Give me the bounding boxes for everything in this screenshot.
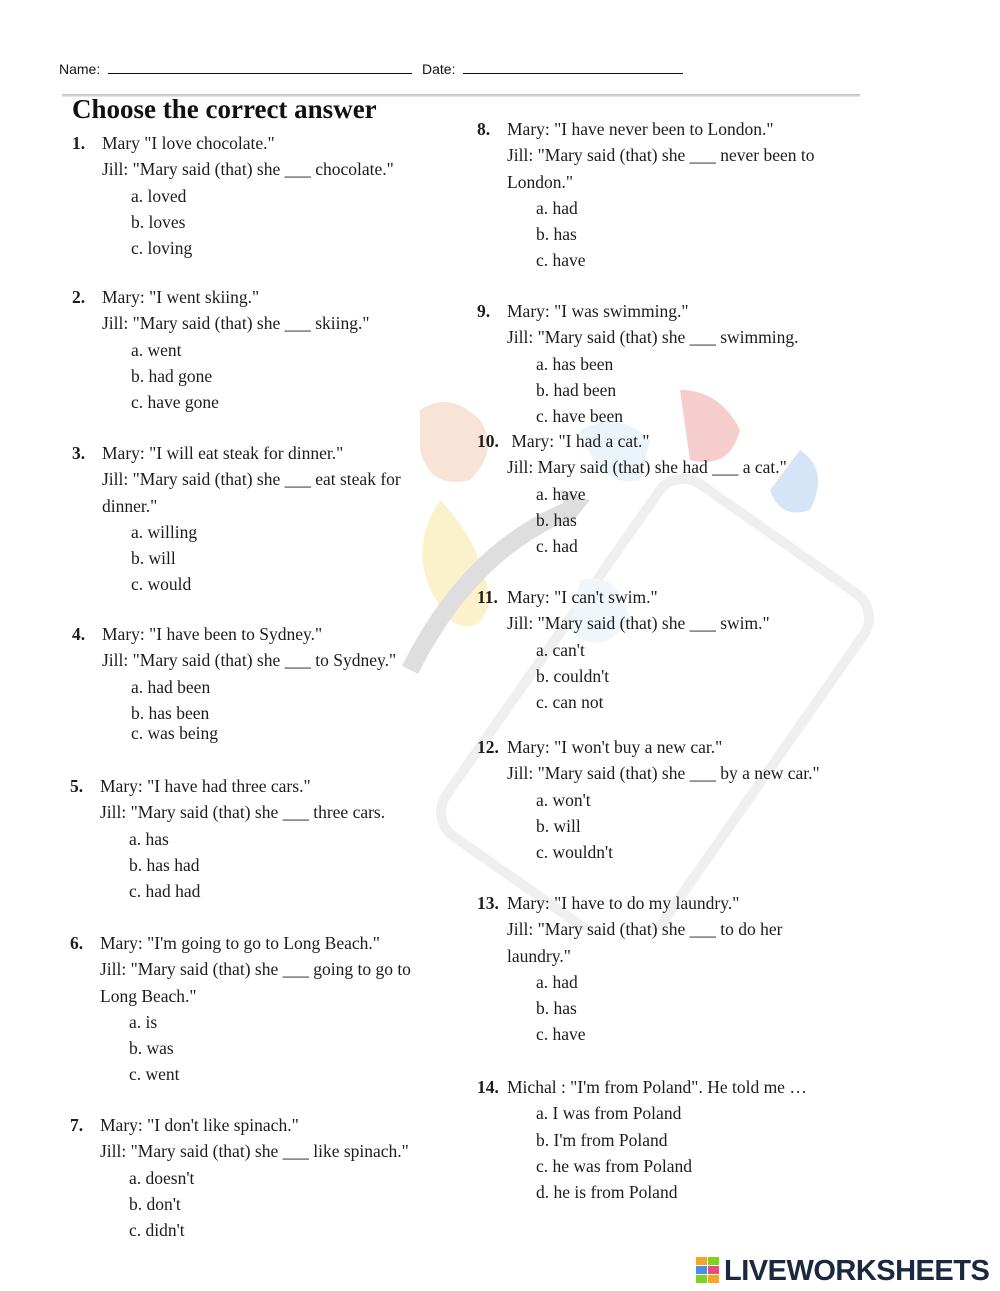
answer-option-b[interactable]: b. loves (131, 211, 186, 232)
answer-option-b[interactable]: b. has (536, 509, 577, 530)
answer-option-a[interactable]: a. is (129, 1011, 158, 1032)
answer-option-a[interactable]: a. won't (536, 789, 591, 810)
date-label: Date: (422, 61, 456, 77)
answer-option-c[interactable]: c. was being (131, 723, 218, 744)
question-7 (70, 1112, 409, 1243)
answer-option-b[interactable]: b. had gone (131, 365, 213, 386)
answer-option-c[interactable]: c. have gone (131, 392, 219, 413)
question-prompt: Mary: "I will eat steak for dinner." (102, 443, 344, 463)
answer-option-a[interactable]: a. had (536, 197, 578, 218)
answer-option-b[interactable]: b. has had (129, 854, 200, 875)
question-number: 14. (477, 1077, 499, 1097)
question-6 (70, 930, 411, 1088)
question-prompt: Mary: "I was swimming." (507, 301, 689, 321)
answer-option-a[interactable]: a. I was from Poland (536, 1103, 682, 1124)
question-number: 5. (70, 776, 84, 796)
answer-option-c[interactable]: c. would (131, 574, 192, 595)
answer-option-b[interactable]: b. has (536, 998, 577, 1019)
answer-option-c[interactable]: c. he was from Poland (536, 1155, 693, 1176)
question-number: 9. (477, 301, 491, 321)
answer-option-b[interactable]: b. couldn't (536, 665, 610, 686)
question-prompt: Michal : "I'm from Poland". He told me … (507, 1077, 807, 1097)
question-prompt: Mary: "I have never been to London." (507, 119, 774, 139)
question-line: Jill: "Mary said (that) she ___ swimming. (507, 327, 799, 348)
question-3 (72, 440, 401, 598)
answer-option-c[interactable]: c. had had (129, 881, 201, 902)
question-1 (72, 130, 394, 261)
answer-option-a[interactable]: a. went (131, 339, 182, 360)
question-prompt: Mary: "I won't buy a new car." (507, 737, 723, 757)
answer-option-a[interactable]: a. willing (131, 521, 198, 542)
question-11 (477, 584, 770, 715)
answer-option-b[interactable]: b. don't (129, 1193, 181, 1214)
question-number: 4. (72, 624, 86, 644)
question-line: London." (507, 171, 573, 192)
question-12 (477, 734, 820, 865)
answer-option-b[interactable]: b. I'm from Poland (536, 1129, 668, 1150)
question-number: 7. (70, 1115, 84, 1135)
question-number: 11. (477, 587, 498, 607)
question-line: Jill: "Mary said (that) she ___ to do her (507, 919, 783, 940)
question-number: 2. (72, 287, 86, 307)
answer-option-c[interactable]: c. have (536, 1024, 586, 1045)
logo-text: LIVEWORKSHEETS (724, 1255, 990, 1287)
answer-option-c[interactable]: c. have been (536, 406, 623, 427)
question-prompt: Mary "I love chocolate." (102, 133, 275, 153)
date-field[interactable] (463, 60, 683, 74)
question-9 (477, 298, 799, 429)
question-line: Jill: "Mary said (that) she ___ never been to (507, 145, 815, 166)
question-line: Jill: "Mary said (that) she ___ skiing." (102, 313, 370, 334)
question-line: Jill: "Mary said (that) she ___ three cars. (100, 802, 386, 823)
answer-option-c[interactable]: c. didn't (129, 1220, 185, 1241)
answer-option-c[interactable]: c. wouldn't (536, 842, 614, 863)
question-number: 6. (70, 933, 84, 953)
page-title: Choose the correct answer (72, 94, 377, 124)
question-number: 12. (477, 737, 499, 757)
question-prompt: Mary: "I went skiing." (102, 287, 260, 307)
answer-option-c[interactable]: c. had (536, 536, 578, 557)
question-number: 8. (477, 119, 491, 139)
answer-option-a[interactable]: a. have (536, 483, 586, 504)
question-prompt: Mary: "I'm going to go to Long Beach." (100, 933, 380, 953)
answer-option-b[interactable]: b. was (129, 1038, 174, 1059)
question-2 (72, 284, 370, 415)
question-line: Jill: "Mary said (that) she ___ going to go to (100, 959, 411, 980)
name-field[interactable] (108, 60, 412, 74)
question-line: Jill: "Mary said (that) she ___ by a new car." (507, 763, 820, 784)
question-line: Jill: "Mary said (that) she ___ chocolate." (102, 159, 394, 180)
name-label: Name: (59, 61, 101, 77)
question-prompt: Mary: "I have had three cars." (100, 776, 311, 796)
question-10 (477, 428, 787, 559)
answer-option-d[interactable]: d. he is from Poland (536, 1182, 678, 1203)
answer-option-c[interactable]: c. loving (131, 238, 193, 259)
question-line: Jill: "Mary said (that) she ___ eat steak for (102, 469, 401, 490)
answer-option-a[interactable]: a. has been (536, 353, 614, 374)
question-line: Jill: "Mary said (that) she ___ like spinach." (100, 1141, 409, 1162)
answer-option-c[interactable]: c. went (129, 1064, 180, 1085)
answer-option-a[interactable]: a. loved (131, 185, 187, 206)
question-line: Jill: "Mary said (that) she ___ to Sydney." (102, 650, 397, 671)
logo-blocks-icon (696, 1257, 720, 1283)
question-prompt: Mary: "I can't swim." (507, 587, 658, 607)
answer-option-a[interactable]: a. has (129, 828, 169, 849)
question-prompt: Mary: "I don't like spinach." (100, 1115, 299, 1135)
name-date-header (59, 60, 683, 77)
answer-option-c[interactable]: c. have (536, 250, 586, 271)
answer-option-a[interactable]: a. had (536, 971, 578, 992)
answer-option-b[interactable]: b. will (131, 548, 176, 569)
answer-option-c[interactable]: c. can not (536, 692, 604, 713)
answer-option-a[interactable]: a. doesn't (129, 1167, 195, 1188)
answer-option-a[interactable]: a. can't (536, 639, 585, 660)
question-prompt: Mary: "I had a cat." (507, 431, 650, 451)
question-line: Jill: Mary said (that) she had ___ a cat." (507, 457, 787, 478)
question-number: 1. (72, 133, 86, 153)
question-prompt: Mary: "I have to do my laundry." (507, 893, 740, 913)
question-number: 10. (477, 431, 499, 451)
answer-option-b[interactable]: b. will (536, 815, 581, 836)
question-number: 3. (72, 443, 86, 463)
question-8 (477, 116, 814, 274)
answer-option-a[interactable]: a. had been (131, 676, 211, 697)
question-14 (477, 1074, 807, 1205)
answer-option-b[interactable]: b. has been (131, 702, 210, 723)
question-4 (72, 621, 396, 746)
answer-option-b[interactable]: b. has (536, 224, 577, 245)
question-5 (70, 773, 385, 904)
answer-option-b[interactable]: b. had been (536, 379, 617, 400)
question-line: laundry." (507, 945, 571, 966)
question-line: dinner." (102, 495, 158, 516)
question-line: Long Beach." (100, 985, 197, 1006)
question-number: 13. (477, 893, 499, 913)
question-prompt: Mary: "I have been to Sydney." (102, 624, 323, 644)
question-13 (477, 890, 782, 1048)
question-line: Jill: "Mary said (that) she ___ swim." (507, 613, 770, 634)
